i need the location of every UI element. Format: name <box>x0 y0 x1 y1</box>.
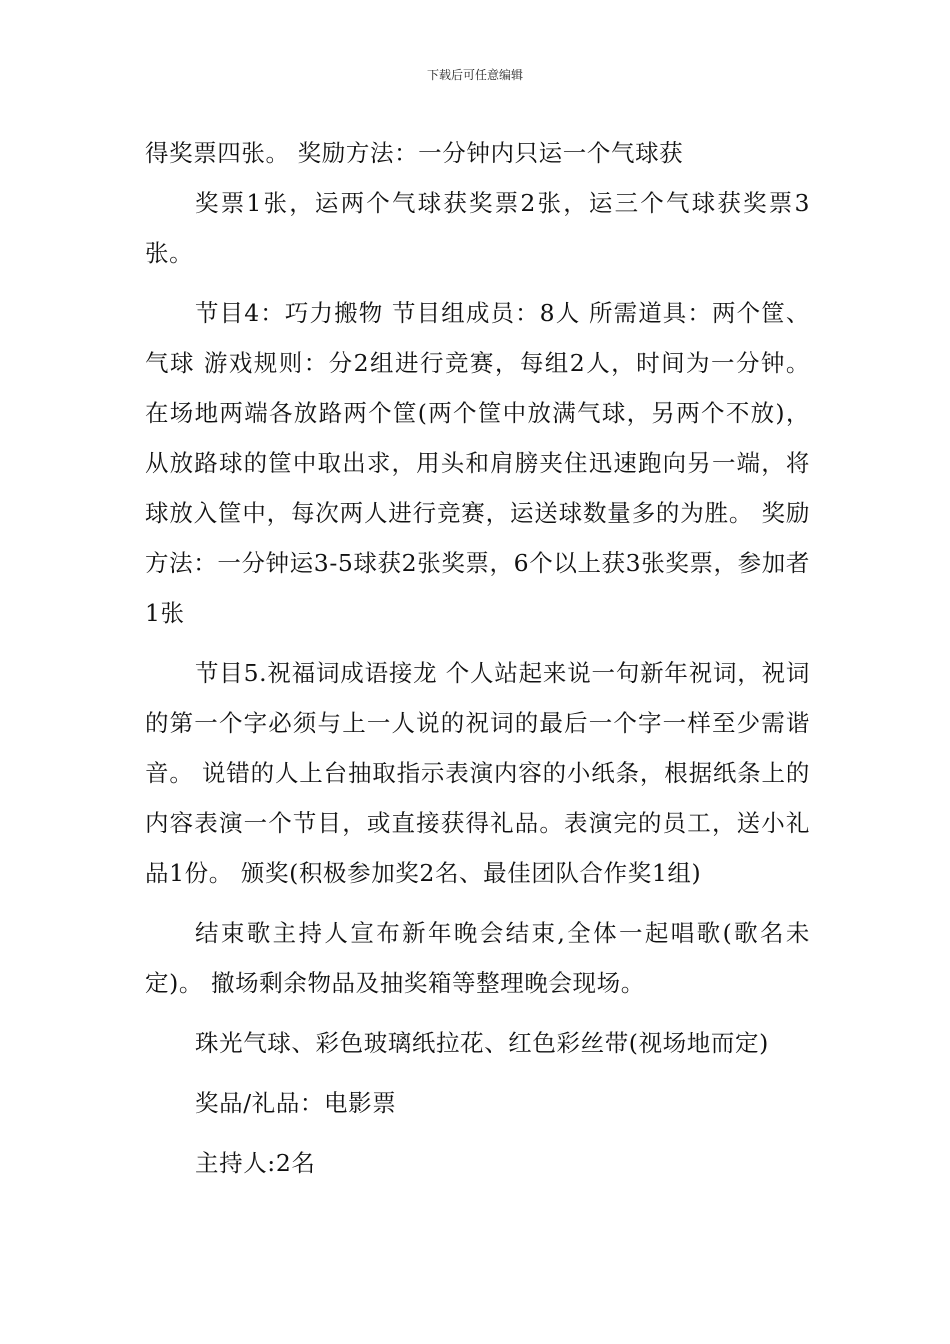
paragraph-5: 结束歌主持人宣布新年晚会结束,全体一起唱歌(歌名未定)。 撤场剩余物品及抽奖箱等整理晚会现场。 <box>145 919 810 997</box>
paragraph-3: 节目4：巧力搬物 节目组成员：8人 所需道具：两个筐、气球 游戏规则：分2组进行竞赛，每组2人，时间为一分钟。在场地两端各放路两个筐(两个筐中放满气球，另两个不放)，从放路球的筐中取出求，用头和肩膀夹住迅速跑向另一端，将球放入筐中，每次两人进行竞赛，运送球数量多的为胜。 奖励方法：一分钟运3-5球获2张奖票，6个以上获3张奖票，参加者1张 <box>145 299 810 627</box>
page-header-note: 下载后可任意编辑 <box>426 68 523 82</box>
document-body <box>145 128 810 1188</box>
paragraph-6: 珠光气球、彩色玻璃纸拉花、红色彩丝带(视场地而定) <box>195 1029 769 1057</box>
paragraph-7: 奖品/礼品：电影票 <box>195 1089 397 1117</box>
paragraph-4: 节目5.祝福词成语接龙 个人站起来说一句新年祝词，祝词的第一个字必须与上一人说的祝词的最后一个字一样至少需谐音。 说错的人上台抽取指示表演内容的小纸条，根据纸条上的内容表演一个节目，或直接获得礼品。表演完的员工，送小礼品1份。 颁奖(积极参加奖2名、最佳团队合作奖1组) <box>145 659 810 887</box>
paragraph-8: 主持人:2名 <box>195 1149 316 1177</box>
paragraph-1: 得奖票四张。 奖励方法：一分钟内只运一个气球获 <box>145 139 684 167</box>
paragraph-2: 奖票1张，运两个气球获奖票2张，运三个气球获奖票3张。 <box>145 189 810 267</box>
